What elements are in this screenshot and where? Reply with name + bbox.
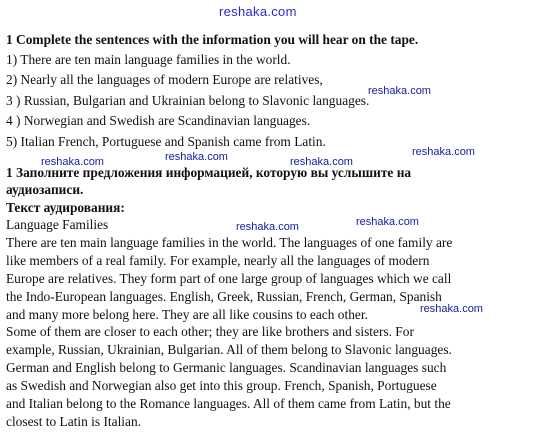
task-en-item-4: 4 ) Norwegian and Swedish are Scandinavian languages.	[6, 113, 311, 128]
watermark-top: reshaka.com	[219, 4, 297, 19]
task-ru-heading-line1: 1 Заполните предложения информацией, которую вы услышите на	[6, 165, 412, 180]
task-ru-heading-line2: аудиозаписи.	[6, 182, 84, 197]
watermark: reshaka.com	[412, 146, 475, 158]
task-en-item-3: 3 ) Russian, Bulgarian and Ukrainian belong to Slavonic languages.	[6, 93, 370, 108]
watermark: reshaka.com	[290, 156, 353, 168]
text-title: Language Families	[6, 217, 109, 232]
watermark: reshaka.com	[356, 216, 419, 228]
text-line-9: as Swedish and Norwegian also get into this group. French, Spanish, Portuguese	[6, 378, 437, 393]
text-line-5: and many more belong here. They are all like cousins to each other.	[6, 307, 368, 322]
text-line-10: and Italian belong to the Romance languages. All of them came from Latin, but the	[6, 396, 451, 411]
text-line-7: example, Russian, Ukrainian, Bulgarian. All of them belong to Slavonic languages.	[6, 342, 452, 357]
watermark: reshaka.com	[165, 151, 228, 163]
text-line-6: Some of them are closer to each other; they are like brothers and sisters. For	[6, 324, 414, 339]
text-line-8: German and English belong to Germanic languages. Scandinavian languages such	[6, 360, 447, 375]
task-en-heading: 1 Complete the sentences with the information you will hear on the tape.	[6, 32, 419, 47]
task-en-item-1: 1) There are ten main language families in the world.	[6, 52, 291, 67]
text-line-3: Europe are relatives. They form part of one large group of languages which we call	[6, 271, 452, 286]
text-line-2: like members of a real family. For example, nearly all the languages of modern	[6, 253, 430, 268]
text-line-4: the Indo-European languages. English, Greek, Russian, French, German, Spanish	[6, 289, 442, 304]
watermark: reshaka.com	[368, 85, 431, 97]
watermark: reshaka.com	[420, 303, 483, 315]
text-line-1: There are ten main language families in the world. The languages of one family are	[6, 235, 453, 250]
watermark: reshaka.com	[41, 156, 104, 168]
task-en-item-5: 5) Italian French, Portuguese and Spanish came from Latin.	[6, 134, 326, 149]
task-ru-subheading: Текст аудирования:	[6, 200, 125, 215]
task-en-item-2: 2) Nearly all the languages of modern Europe are relatives,	[6, 72, 323, 87]
text-line-11: closest to Latin is Italian.	[6, 414, 141, 429]
watermark: reshaka.com	[236, 221, 299, 233]
